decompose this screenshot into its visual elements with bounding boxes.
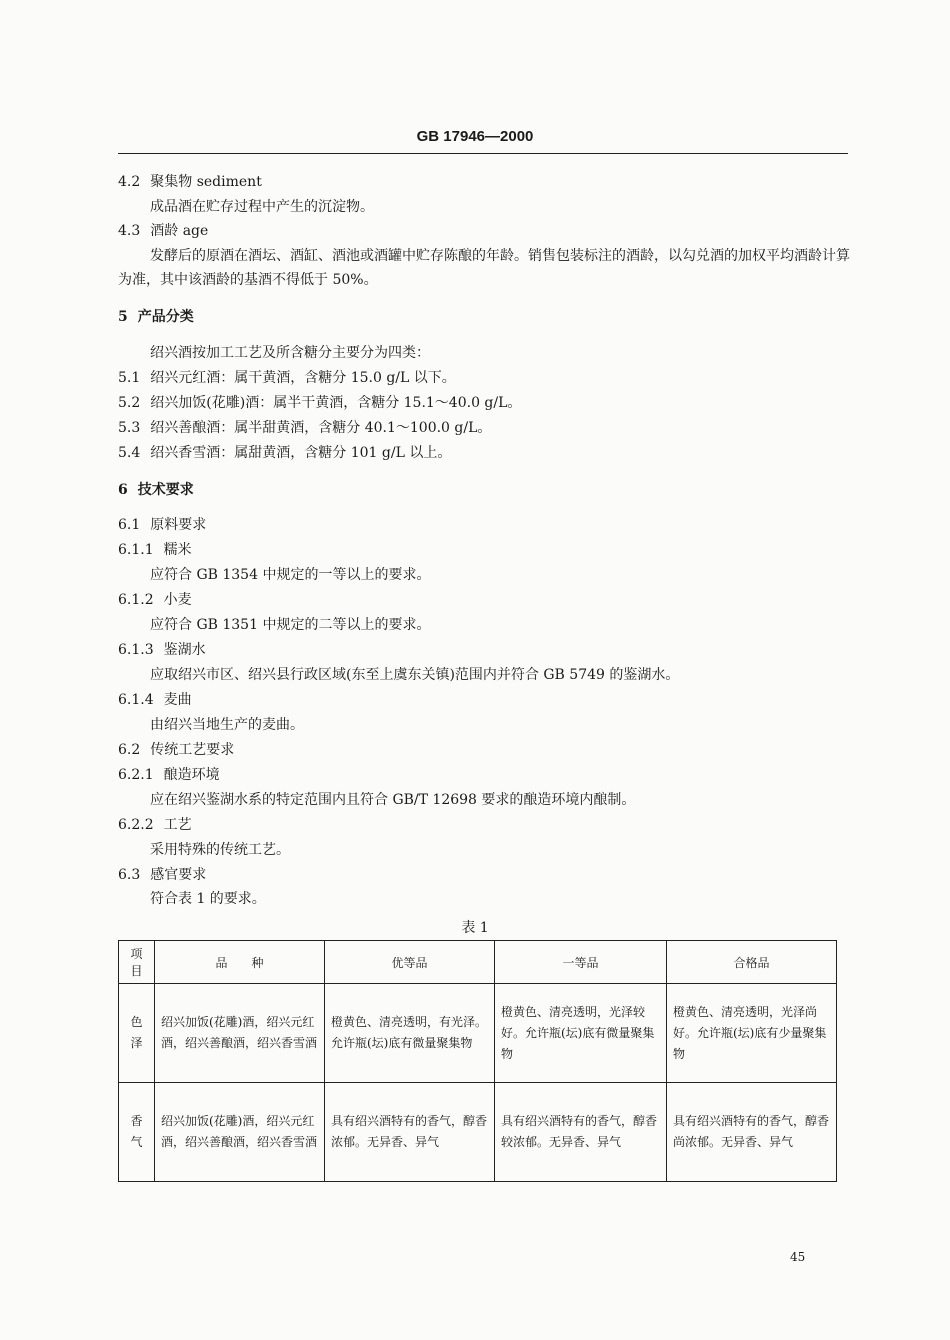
header-rule	[118, 153, 848, 154]
header-variety: 品 种	[155, 941, 325, 984]
table-row	[119, 1083, 837, 1182]
clause-5-intro: 绍兴酒按加工工艺及所含糖分主要分为四类：	[150, 345, 430, 361]
clause-6-3: 6.3 感官要求	[118, 867, 207, 883]
table-header-row	[119, 941, 837, 984]
clause-6-2-1-text: 应在绍兴鉴湖水系的特定范围内且符合 GB/T 12698 要求的酿造环境内酿制。	[150, 792, 636, 808]
document-code: GB 17946—2000	[416, 128, 534, 145]
clause-4-3-text: 发酵后的原酒在酒坛、酒缸、酒池或酒罐中贮存陈酿的年龄。销售包装标注的酒龄，以勾兑酒的加权平均酒龄计算为准，其中该酒龄的基酒不得低于 50%。	[118, 248, 850, 288]
header-premium-grade: 优等品	[325, 941, 495, 984]
table-cell: 橙黄色、清亮透明，光泽较好。允许瓶(坛)底有微量聚集物	[495, 984, 667, 1083]
row-item-color: 色泽	[119, 984, 155, 1083]
table-caption: 表 1	[461, 920, 489, 936]
clause-6-2-2-text: 采用特殊的传统工艺。	[150, 842, 290, 858]
clause-6-1-3-text: 应取绍兴市区、绍兴县行政区域(东至上虞东关镇)范围内并符合 GB 5749 的鉴湖水。	[150, 667, 680, 683]
header-first-grade: 一等品	[495, 941, 667, 984]
clause-5-heading: 5 产品分类	[118, 309, 194, 325]
header-item: 项目	[119, 941, 155, 984]
clause-6-1-1: 6.1.1 糯米	[118, 542, 192, 558]
table-cell: 具有绍兴酒特有的香气，醇香浓郁。无异香、异气	[325, 1083, 495, 1182]
row-item-aroma: 香气	[119, 1083, 155, 1182]
clause-5-3: 5.3 绍兴善酿酒：属半甜黄酒，含糖分 40.1～100.0 g/L。	[118, 420, 492, 436]
clause-6-1-4: 6.1.4 麦曲	[118, 692, 192, 708]
clause-6-1-4-text: 由绍兴当地生产的麦曲。	[150, 717, 304, 733]
page-number: 45	[790, 1250, 806, 1264]
clause-6-1-1-text: 应符合 GB 1354 中规定的一等以上的要求。	[150, 567, 431, 583]
header-qualified-grade: 合格品	[667, 941, 837, 984]
clause-6-3-text: 符合表 1 的要求。	[150, 891, 266, 907]
table-row	[119, 984, 837, 1083]
sensory-requirements-table	[118, 940, 837, 1182]
clause-4-3: 4.3 酒龄 age	[118, 223, 209, 239]
clause-6-2-1: 6.2.1 酿造环境	[118, 767, 220, 783]
clause-6-heading: 6 技术要求	[118, 482, 194, 498]
table-cell: 橙黄色、清亮透明，光泽尚好。允许瓶(坛)底有少量聚集物	[667, 984, 837, 1083]
clause-5-1: 5.1 绍兴元红酒：属干黄酒，含糖分 15.0 g/L 以下。	[118, 370, 456, 386]
table-cell: 橙黄色、清亮透明，有光泽。允许瓶(坛)底有微量聚集物	[325, 984, 495, 1083]
clause-6-2-2: 6.2.2 工艺	[118, 817, 192, 833]
clause-5-4: 5.4 绍兴香雪酒：属甜黄酒，含糖分 101 g/L 以上。	[118, 445, 452, 461]
clause-5-2: 5.2 绍兴加饭(花雕)酒：属半干黄酒，含糖分 15.1～40.0 g/L。	[118, 395, 522, 411]
clause-6-1-2: 6.1.2 小麦	[118, 592, 192, 608]
clause-6-1-3: 6.1.3 鉴湖水	[118, 642, 206, 658]
table-cell: 绍兴加饭(花雕)酒，绍兴元红酒，绍兴善酿酒，绍兴香雪酒	[155, 984, 325, 1083]
clause-6-2: 6.2 传统工艺要求	[118, 742, 235, 758]
clause-4-2: 4.2 聚集物 sediment	[118, 174, 262, 190]
clause-4-2-text: 成品酒在贮存过程中产生的沉淀物。	[150, 199, 374, 215]
clause-6-1-2-text: 应符合 GB 1351 中规定的二等以上的要求。	[150, 617, 431, 633]
clause-6-1: 6.1 原料要求	[118, 517, 207, 533]
table-cell: 具有绍兴酒特有的香气，醇香较浓郁。无异香、异气	[495, 1083, 667, 1182]
table-cell: 绍兴加饭(花雕)酒，绍兴元红酒，绍兴善酿酒，绍兴香雪酒	[155, 1083, 325, 1182]
table-cell: 具有绍兴酒特有的香气，醇香尚浓郁。无异香、异气	[667, 1083, 837, 1182]
